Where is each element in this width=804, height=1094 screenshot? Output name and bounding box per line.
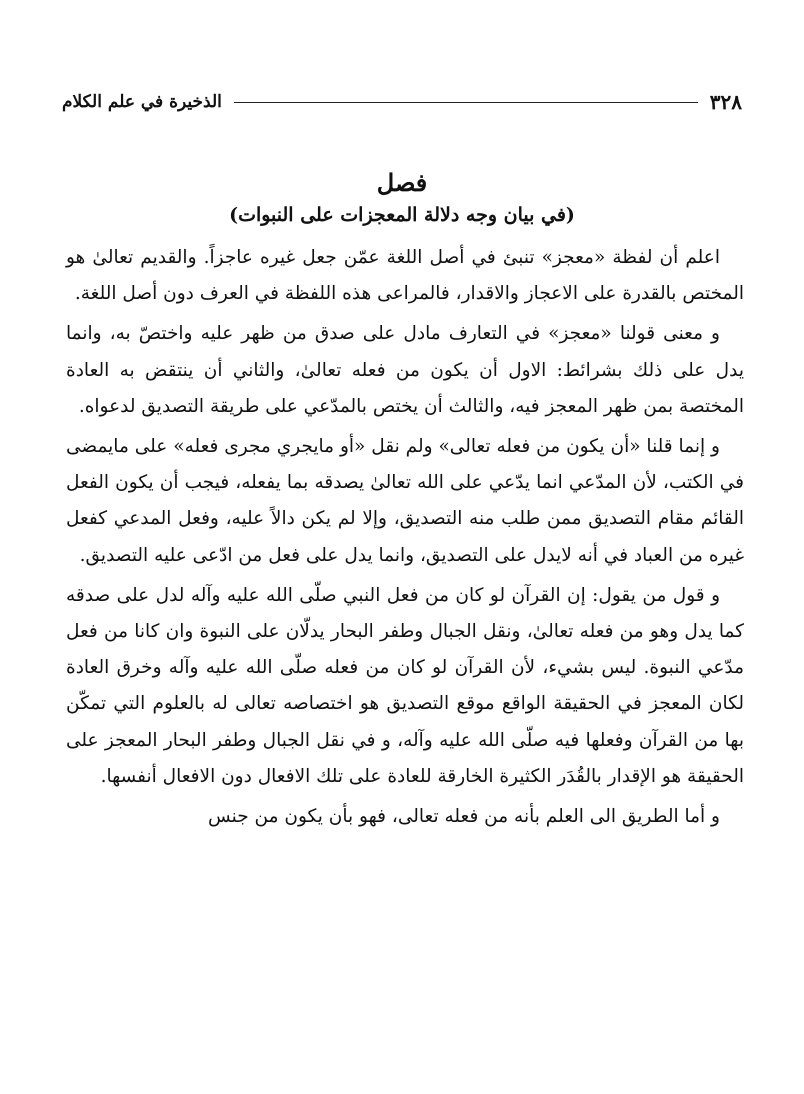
page-number: ٣٢٨: [709, 90, 742, 114]
paragraph: اعلم أن لفظة «معجز» تنبئ في أصل اللغة عمّن جعل غيره عاجزاً. والقديم تعالىٰ هو المختص بالقدرة على الاعجاز والاقدار، فالمراعى هذه اللفظة في العرف دون أصل اللغة.: [66, 247, 744, 305]
paragraph: و أما الطريق الى العلم بأنه من فعله تعالى، فهو بأن يكون من جنس: [208, 806, 720, 828]
paragraph: و قول من يقول: إن القرآن لو كان من فعل النبي صلّى الله عليه وآله لدل على صدقه كما يدل وهو من فعله تعالىٰ، ونقل الجبال وطفر البحار يدلّان على النبوة وان كانا من فعل مدّعي النبوة. ليس بشيء، لأن القرآن لو كان من فعله صلّى الله عليه وآله وخرق العادة لكان المعجز في الحقيقة الواقع موقع التصديق هو اختصاصه تعالى له بالعلوم التي تمكّن بها من القرآن وفعلها فيه صلّى الله عليه وآله، و في نقل الجبال وطفر البحار المعجز على الحقيقة هو الإقدار بالقُدَر الكثيرة الخارقة للعادة على تلك الافعال دون الافعال أنفسها.: [66, 584, 744, 787]
running-header: [62, 86, 742, 118]
paragraph: و إنما قلنا «أن يكون من فعله تعالى» ولم نقل «أو مايجري مجرى فعله» على مايمضى في الكتب، لأن المدّعي انما يدّعي على الله تعالىٰ يصدقه بما يفعله، فيجب أن يكون الفعل القائم مقام التصديق ممن طلب منه التصديق، وإلا لم يكن دالاً عليه، وفعل المدعي كفعل غيره من العباد في أنه لايدل على التصديق، وانما يدل على فعل من ادّعى عليه التصديق.: [66, 436, 744, 566]
header-rule: [234, 102, 698, 103]
paragraph: و معنى قولنا «معجز» في التعارف مادل على صدق من ظهر عليه واختصّ به، وانما يدل على ذلك بشرائط: الاول أن يكون من فعله تعالىٰ، والثاني أن ينتقض به العادة المختصة بمن ظهر المعجز فيه، والثالث أن يختص بالمدّعي على طريقة التصديق لدعواه.: [66, 323, 744, 417]
body-text: [66, 240, 744, 839]
book-title: الذخيرة في علم الكلام: [62, 92, 222, 112]
section-subheading: (في بيان وجه دلالة المعجزات على النبوات): [229, 204, 575, 226]
section-heading: فصل: [376, 168, 428, 197]
